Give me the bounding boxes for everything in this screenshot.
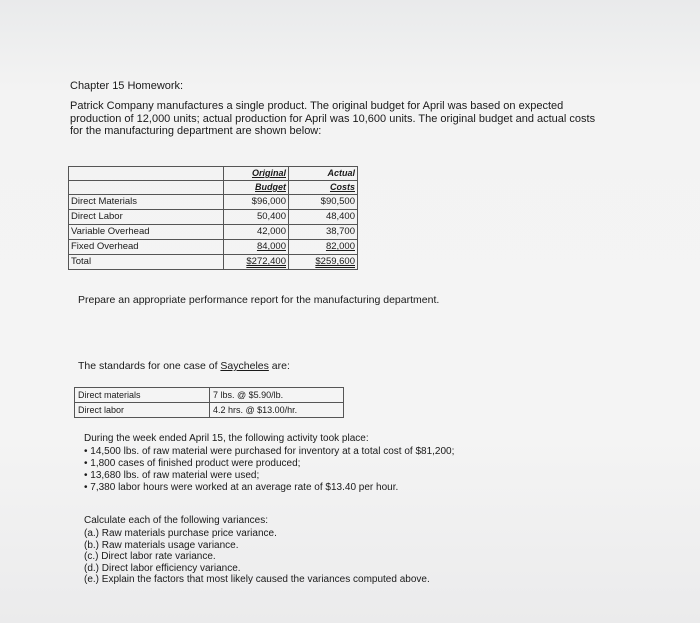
standards-title bbox=[78, 360, 290, 372]
table-row bbox=[75, 388, 344, 403]
table-row bbox=[69, 210, 358, 225]
table-row bbox=[75, 403, 344, 418]
standard-value: 7 lbs. @ $5.90/lb. bbox=[210, 388, 344, 403]
activity-intro: During the week ended April 15, the following activity took place: bbox=[84, 433, 369, 444]
variance-intro: Calculate each of the following variances: bbox=[84, 515, 268, 526]
page-title: Chapter 15 Homework: bbox=[70, 80, 184, 92]
row-label: Fixed Overhead bbox=[69, 240, 224, 255]
header-costs: Costs bbox=[289, 181, 358, 195]
standards-title-suffix: are: bbox=[268, 360, 290, 372]
actual-value: $259,600 bbox=[289, 255, 358, 270]
budget-value: 84,000 bbox=[224, 240, 289, 255]
intro-paragraph: Patrick Company manufactures a single product. The original budget for April was based on expected production of 12,000 units; actual production for April was 10,600 units. The original budget and actual costs for the manufacturing department are shown below: bbox=[70, 100, 596, 137]
list-item: (c.) Direct labor rate variance. bbox=[84, 551, 216, 562]
table-row bbox=[69, 240, 358, 255]
performance-report-prompt: Prepare an appropriate performance report for the manufacturing department. bbox=[78, 294, 440, 306]
standard-label: Direct materials bbox=[75, 388, 210, 403]
standards-title-prefix: The standards for one case of bbox=[78, 360, 221, 372]
standard-label: Direct labor bbox=[75, 403, 210, 418]
actual-value: 48,400 bbox=[289, 210, 358, 225]
list-item: (e.) Explain the factors that most likely caused the variances computed above. bbox=[84, 574, 430, 585]
budget-header-row-1 bbox=[69, 167, 358, 181]
actual-value: $90,500 bbox=[289, 195, 358, 210]
budget-value: 50,400 bbox=[224, 210, 289, 225]
activity-list bbox=[84, 446, 454, 494]
variance-list bbox=[84, 528, 430, 586]
actual-value: 38,700 bbox=[289, 225, 358, 240]
standards-table bbox=[74, 387, 344, 418]
table-row bbox=[69, 195, 358, 210]
actual-value: 82,000 bbox=[289, 240, 358, 255]
table-row bbox=[69, 255, 358, 270]
list-item: • 13,680 lbs. of raw material were used; bbox=[84, 470, 454, 482]
standards-product: Saycheles bbox=[220, 360, 269, 372]
table-row bbox=[69, 225, 358, 240]
list-item: • 14,500 lbs. of raw material were purchased for inventory at a total cost of $81,200; bbox=[84, 446, 454, 458]
budget-value: 42,000 bbox=[224, 225, 289, 240]
list-item: (a.) Raw materials purchase price variance. bbox=[84, 528, 277, 539]
budget-value: $272,400 bbox=[224, 255, 289, 270]
list-item: • 1,800 cases of finished product were produced; bbox=[84, 458, 454, 470]
row-label: Direct Labor bbox=[69, 210, 224, 225]
row-label: Direct Materials bbox=[69, 195, 224, 210]
standard-value: 4.2 hrs. @ $13.00/hr. bbox=[210, 403, 344, 418]
header-blank bbox=[69, 167, 224, 181]
budget-table bbox=[68, 166, 358, 270]
header-original: Original bbox=[224, 167, 289, 181]
header-budget: Budget bbox=[224, 181, 289, 195]
row-label: Total bbox=[69, 255, 224, 270]
list-item: • 7,380 labor hours were worked at an average rate of $13.40 per hour. bbox=[84, 482, 454, 494]
budget-value: $96,000 bbox=[224, 195, 289, 210]
header-blank bbox=[69, 181, 224, 195]
row-label: Variable Overhead bbox=[69, 225, 224, 240]
budget-header-row-2 bbox=[69, 181, 358, 195]
header-actual: Actual bbox=[289, 167, 358, 181]
list-item: (b.) Raw materials usage variance. bbox=[84, 539, 239, 551]
list-item: (d.) Direct labor efficiency variance. bbox=[84, 562, 241, 574]
